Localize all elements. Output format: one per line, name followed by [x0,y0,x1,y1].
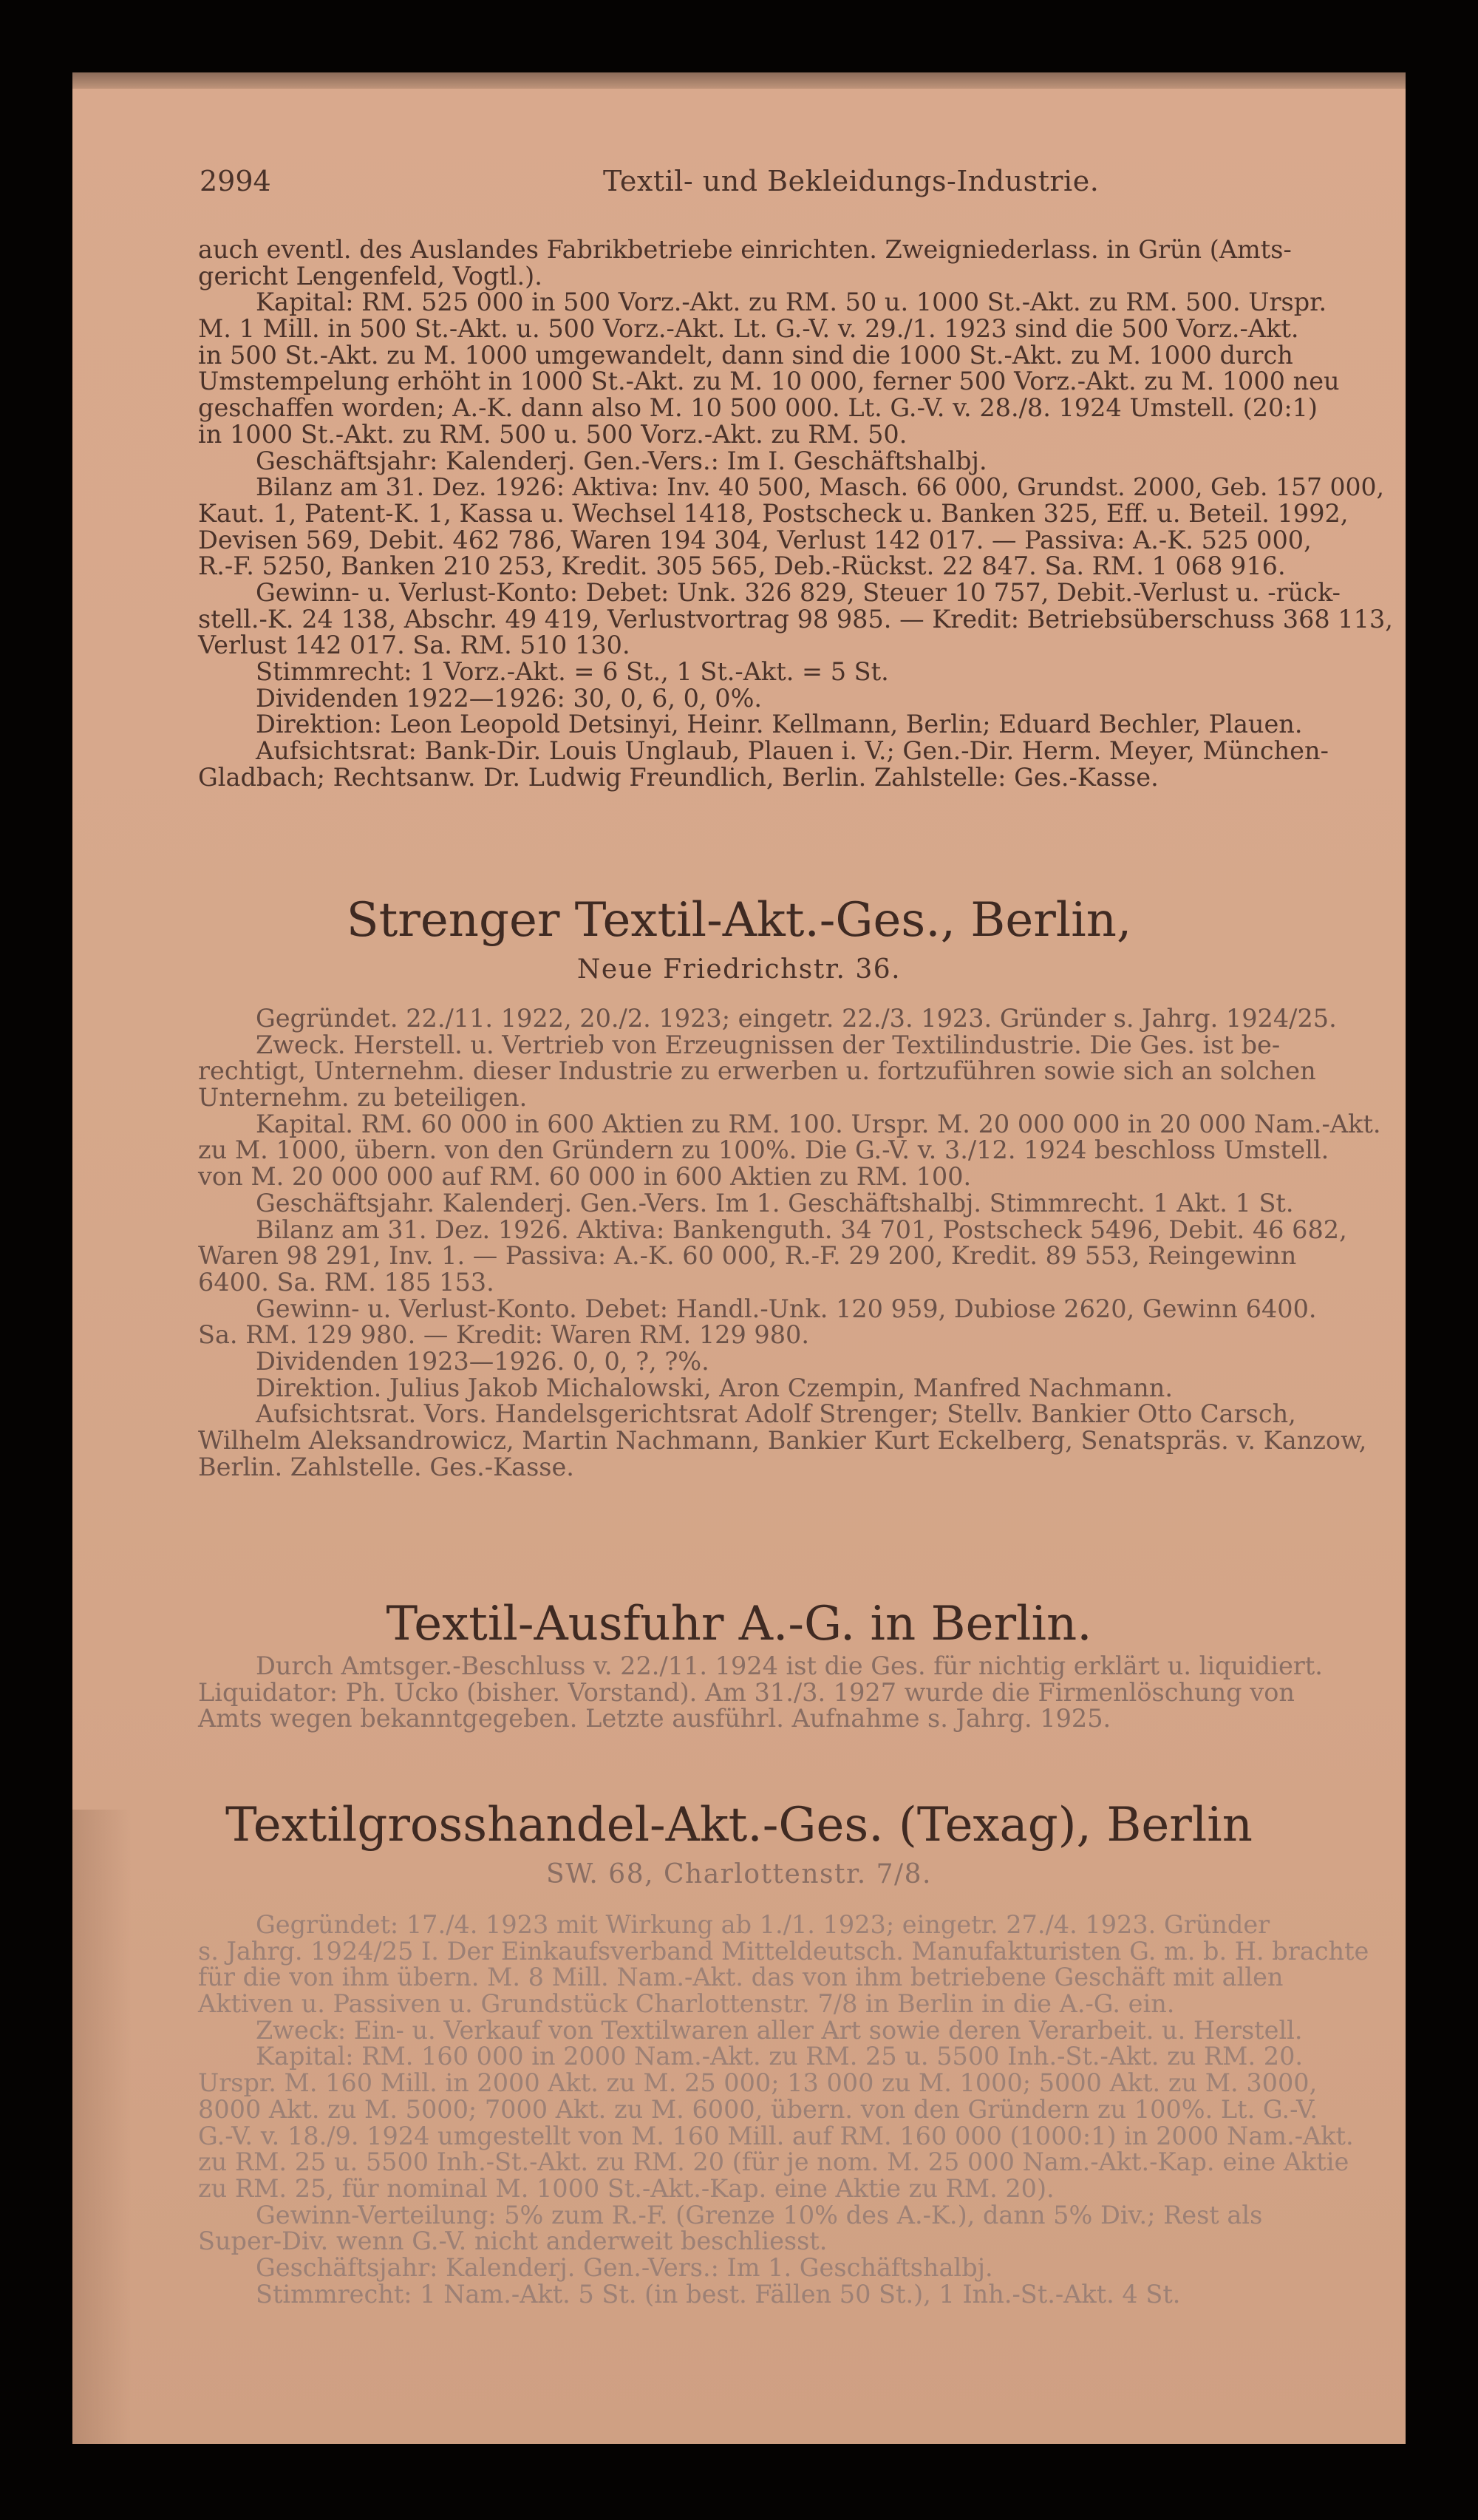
text-line: Zweck: Ein- u. Verkauf von Textilwaren aller Art sowie deren Verarbeit. u. Herstell. [256,2015,1303,2045]
company-address: Neue Friedrichstr. 36. [576,954,902,985]
text-line: Direktion. Julius Jakob Michalowski, Aron Czempin, Manfred Nachmann. [256,1373,1173,1402]
text-line: rechtigt, Unternehm. dieser Industrie zu erwerben u. fortzuführen sowie sich an solchen [198,1056,1316,1086]
text-line: Liquidator: Ph. Ucko (bisher. Vorstand). Am 31./3. 1927 wurde die Firmenlöschung von [198,1677,1295,1707]
text-line: Bilanz am 31. Dez. 1926. Aktiva: Bankenguth. 34 701, Postscheck 5496, Debit. 46 682, [256,1215,1347,1244]
text-line: 6400. Sa. RM. 185 153. [198,1267,494,1297]
text-line: G.-V. v. 18./9. 1924 umgestellt von M. 160 Mill. auf RM. 160 000 (1000:1) in 2000 Nam.-Akt. [198,2121,1354,2150]
page-header [72,163,1406,200]
text-line: s. Jahrg. 1924/25 I. Der Einkaufsverband Mitteldeutsch. Manufakturisten G. m. b. H. brachte [198,1936,1369,1966]
text-line: R.-F. 5250, Banken 210 253, Kredit. 305 565, Deb.-Rückst. 22 847. Sa. RM. 1 068 916. [198,551,1286,581]
text-line: zu RM. 25 u. 5500 Inh.-St.-Akt. zu RM. 20 (für je nom. M. 25 000 Nam.-Akt.-Kap. eine Aktie [198,2147,1349,2177]
page-shadow [72,1810,132,2444]
text-line: Unternehm. zu beteiligen. [198,1083,528,1113]
text-line: für die von ihm übern. M. 8 Mill. Nam.-Akt. das von ihm betriebene Geschäft mit allen [198,1963,1284,1992]
text-line: Direktion: Leon Leopold Detsinyi, Heinr. Kellmann, Berlin; Eduard Bechler, Plauen. [256,710,1303,739]
section-textil-ausfuhr [198,1653,1395,1732]
text-line: Stimmrecht: 1 Nam.-Akt. 5 St. (in best. Fällen 50 St.), 1 Inh.-St.-Akt. 4 St. [256,2279,1181,2309]
text-line: Geschäftsjahr. Kalenderj. Gen.-Vers. Im 1. Geschäftshalbj. Stimmrecht. 1 Akt. 1 St. [256,1188,1294,1217]
text-line: 8000 Akt. zu M. 5000; 7000 Akt. zu M. 6000, übern. von den Gründern zu 100%. Lt. G.-V. [198,2094,1318,2124]
text-line: Geschäftsjahr: Kalenderj. Gen.-Vers.: Im 1. Geschäftshalbj. [256,2252,993,2282]
company-address: SW. 68, Charlottenstr. 7/8. [546,1859,932,1889]
section-texag [198,1912,1395,2307]
text-line: geschaffen worden; A.-K. dann also M. 10 500 000. Lt. G.-V. v. 28./8. 1924 Umstell. (20:1) [198,393,1318,423]
text-line: gericht Lengenfeld, Vogtl.). [198,261,542,291]
page-number: 2994 [200,165,271,197]
text-line: Waren 98 291, Inv. 1. — Passiva: A.-K. 60 000, R.-F. 29 200, Kredit. 89 553, Reingewinn [198,1241,1297,1271]
document-page [72,72,1406,2444]
company-heading-texag: Textilgrosshandel-Akt.-Ges. (Texag), Berlin [225,1798,1253,1852]
text-line: zu M. 1000, übern. von den Gründern zu 100%. Die G.-V. v. 3./12. 1924 beschloss Umstell. [198,1135,1329,1165]
text-line: Urspr. M. 160 Mill. in 2000 Akt. zu M. 25 000; 13 000 zu M. 1000; 5000 Akt. zu M. 3000, [198,2068,1318,2098]
text-line: Aufsichtsrat. Vors. Handelsgerichtsrat Adolf Strenger; Stellv. Bankier Otto Carsch, [256,1399,1296,1429]
text-line: Kaut. 1, Patent-K. 1, Kassa u. Wechsel 1418, Postscheck u. Banken 325, Eff. u. Beteil. 1992, [198,498,1349,528]
text-line: Dividenden 1922—1926: 30, 0, 6, 0, 0%. [256,683,763,713]
text-line: M. 1 Mill. in 500 St.-Akt. u. 500 Vorz.-Akt. Lt. G.-V. v. 29./1. 1923 sind die 500 Vorz.-Akt. [198,314,1299,344]
company-heading-strenger: Strenger Textil-Akt.-Ges., Berlin, [346,893,1132,948]
text-line: Berlin. Zahlstelle. Ges.-Kasse. [198,1452,574,1481]
text-line: Bilanz am 31. Dez. 1926: Aktiva: Inv. 40 500, Masch. 66 000, Grundst. 2000, Geb. 157 000, [256,472,1384,502]
text-line: Wilhelm Aleksandrowicz, Martin Nachmann, Bankier Kurt Eckelberg, Senatspräs. v. Kanzow, [198,1426,1367,1455]
text-line: Super-Div. wenn G.-V. nicht anderweit beschliesst. [198,2227,828,2256]
text-line: Dividenden 1923—1926. 0, 0, ?, ?%. [256,1346,709,1376]
text-line: Aufsichtsrat: Bank-Dir. Louis Unglaub, Plauen i. V.; Gen.-Dir. Herm. Meyer, München- [256,736,1329,766]
text-line: Gewinn-Verteilung: 5% zum R.-F. (Grenze 10% des A.-K.), dann 5% Div.; Rest als [256,2200,1263,2229]
text-line: Gegründet. 22./11. 1922, 20./2. 1923; eingetr. 22./3. 1923. Gründer s. Jahrg. 1924/25. [256,1004,1337,1033]
text-line: in 1000 St.-Akt. zu RM. 500 u. 500 Vorz.-Akt. zu RM. 50. [198,419,907,449]
text-line: Zweck. Herstell. u. Vertrieb von Erzeugnissen der Textilindustrie. Die Ges. ist be- [256,1030,1281,1059]
text-line: Gladbach; Rechtsanw. Dr. Ludwig Freundlich, Berlin. Zahlstelle: Ges.-Kasse. [198,762,1159,792]
section-strenger [198,1005,1395,1480]
text-line: Kapital: RM. 525 000 in 500 Vorz.-Akt. zu RM. 50 u. 1000 St.-Akt. zu RM. 500. Urspr. [256,288,1327,317]
text-line: von M. 20 000 000 auf RM. 60 000 in 600 Aktien zu RM. 100. [198,1162,972,1192]
text-line: Amts wegen bekanntgegeben. Letzte ausführl. Aufnahme s. Jahrg. 1925. [198,1704,1111,1733]
running-title: Textil- und Bekleidungs-Industrie. [603,165,1100,197]
text-line: Verlust 142 017. Sa. RM. 510 130. [198,631,630,660]
text-line: Durch Amtsger.-Beschluss v. 22./11. 1924 ist die Ges. für nichtig erklärt u. liquidiert. [256,1651,1323,1680]
company-heading-textil-ausfuhr: Textil-Ausfuhr A.-G. in Berlin. [386,1597,1092,1651]
text-line: zu RM. 25, für nominal M. 1000 St.-Akt.-Kap. eine Aktie zu RM. 20). [198,2173,1055,2203]
text-line: stell.-K. 24 138, Abschr. 49 419, Verlustvortrag 98 985. — Kredit: Betriebsüberschuss 368 113, [198,604,1393,634]
text-line: Kapital. RM. 60 000 in 600 Aktien zu RM. 100. Urspr. M. 20 000 000 in 20 000 Nam.-Akt. [256,1109,1381,1138]
text-line: Sa. RM. 129 980. — Kredit: Waren RM. 129 980. [198,1320,809,1350]
text-line: Geschäftsjahr: Kalenderj. Gen.-Vers.: Im I. Geschäftshalbj. [256,446,987,475]
text-line: Aktiven u. Passiven u. Grundstück Charlottenstr. 7/8 in Berlin in die A.-G. ein. [198,1989,1175,2019]
text-line: Gewinn- u. Verlust-Konto: Debet: Unk. 326 829, Steuer 10 757, Debit.-Verlust u. -rück- [256,577,1341,607]
text-line: Devisen 569, Debit. 462 786, Waren 194 304, Verlust 142 017. — Passiva: A.-K. 525 000, [198,525,1312,554]
text-line: Gewinn- u. Verlust-Konto. Debet: Handl.-Unk. 120 959, Dubiose 2620, Gewinn 6400. [256,1294,1317,1323]
text-line: Kapital: RM. 160 000 in 2000 Nam.-Akt. zu RM. 25 u. 5500 Inh.-St.-Akt. zu RM. 20. [256,2042,1304,2071]
text-line: Stimmrecht: 1 Vorz.-Akt. = 6 St., 1 St.-Akt. = 5 St. [256,657,889,686]
text-line: auch eventl. des Auslandes Fabrikbetriebe einrichten. Zweigniederlass. in Grün (Amts- [198,235,1292,264]
text-line: Gegründet: 17./4. 1923 mit Wirkung ab 1./1. 1923; eingetr. 27./4. 1923. Gründer [256,1910,1270,1939]
section-previous-company [198,237,1395,790]
text-line: in 500 St.-Akt. zu M. 1000 umgewandelt, dann sind die 1000 St.-Akt. zu M. 1000 durch [198,340,1293,370]
text-line: Umstempelung erhöht in 1000 St.-Akt. zu M. 10 000, ferner 500 Vorz.-Akt. zu M. 1000 neu [198,367,1340,396]
